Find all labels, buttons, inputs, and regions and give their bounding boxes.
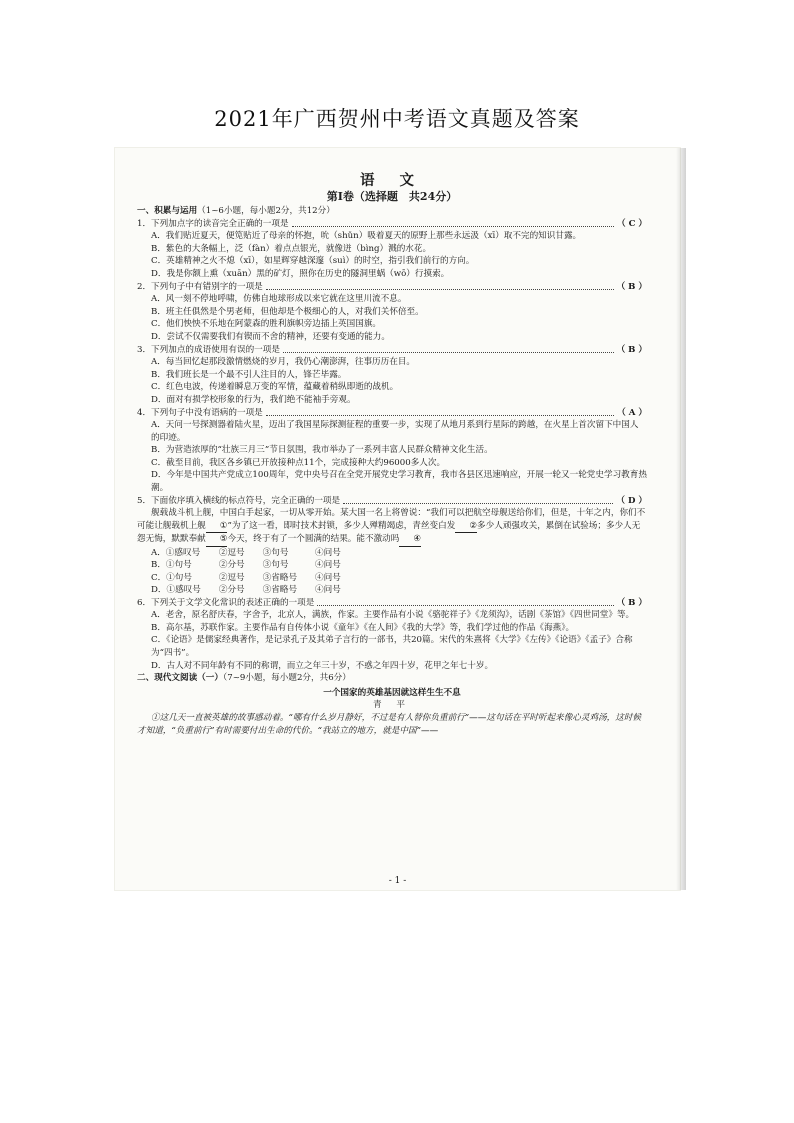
choice-cell: ②逗号 xyxy=(218,548,245,559)
question-text: 2．下列句子中有错别字的一项是 xyxy=(137,281,263,292)
choice-row xyxy=(151,559,359,571)
leader-dots xyxy=(343,503,613,504)
choice-cell: B．①句号 xyxy=(151,560,192,571)
answer-mark: （ B ） xyxy=(616,344,647,355)
option: A．风一刻不停地呼啸，仿佛自地球形成以来它就在这里川流不息。 xyxy=(151,294,407,305)
choice-table xyxy=(151,547,359,597)
question-text: 4．下列句子中没有语病的一项是 xyxy=(137,407,263,418)
passage-part: 舰载战斗机上舰，中国白手起家，一切从零开始。某大国一名上将曾说：“我们可以把航空母舰送给你们，但是，十年之内，你们不可能让舰载机上舰 xyxy=(137,508,646,531)
option: C．他们怏怏不乐地在阿蒙森的胜利旗帜旁边插上英国国旗。 xyxy=(151,319,382,330)
question-3 xyxy=(137,344,647,407)
question-6 xyxy=(137,597,647,673)
choice-row xyxy=(151,547,359,559)
blank: ④ xyxy=(399,533,421,547)
article-title: 一个国家的英雄基因就这样生生不息 xyxy=(323,687,461,698)
option: B．班主任俱然是个男老师，但他却是个极细心的人，对我们关怀倍至。 xyxy=(151,306,424,317)
option: D．我是你额上熏（xuān）黑的矿灯，照你在历史的隧洞里蜗（wō）行摸索。 xyxy=(151,268,450,279)
leader-dots xyxy=(283,352,614,353)
question-stem xyxy=(137,218,647,231)
question-1 xyxy=(137,218,647,281)
choice-cell: ③句号 xyxy=(262,560,289,571)
option: C．红色电波，传递着瞬息万变的军情，蕴藏着稍纵即逝的战机。 xyxy=(151,382,399,393)
option: B．高尔基，苏联作家。主要作品有自传体小说《童年》《在人间》《我的大学》等，我们学过他的作品《海燕》。 xyxy=(151,622,575,633)
option: C．截至目前，我区各乡镇已开放接种点11个，完成接种大约96000多人次。 xyxy=(151,457,446,468)
volume-header: 第Ⅰ卷（选择题 共24分） xyxy=(326,190,458,203)
question-text: 5．下面依序填入横线的标点符号，完全正确的一项是 xyxy=(137,495,341,506)
choice-cell: ④问号 xyxy=(315,548,341,559)
choice-cell: ④问号 xyxy=(315,572,341,583)
choice-cell: ④问号 xyxy=(315,585,341,596)
question-stem xyxy=(137,495,647,508)
question-stem xyxy=(137,597,647,610)
choice-cell: ②逗号 xyxy=(218,572,245,583)
blank: ① xyxy=(206,520,228,534)
option: A．老舍，原名舒庆春，字舍予，北京人，满族，作家。主要作品有小说《骆驼祥子》《龙须沟》，话剧《茶馆》《四世同堂》等。 xyxy=(151,610,635,621)
leader-dots xyxy=(317,605,613,606)
article-paragraph: ①这几天一直被英雄的故事感动着。“哪有什么岁月静好，不过是有人替你负重前行”——这句话在平时听起来像心灵鸡汤，这时候才知道，“负重前行”有时需要付出生命的代价。“我站立的地方，就是中国”—— xyxy=(137,713,642,736)
document-title: 2021年广西贺州中考语文真题及答案 xyxy=(214,107,580,131)
option: D．今年是中国共产党成立100周年，党中央号召在全党开展党史学习教育，我市各县区迅速响应，开展一轮又一轮党史学习教育热潮。 xyxy=(151,470,647,494)
question-2 xyxy=(137,281,647,344)
question-text: 6．下列关于文学文化常识的表述正确的一项是 xyxy=(137,597,315,608)
question-5 xyxy=(137,495,647,597)
choice-cell: ③省略号 xyxy=(262,585,298,596)
scanned-exam-page xyxy=(115,148,680,890)
leader-dots xyxy=(266,289,614,290)
choice-row xyxy=(151,572,359,584)
blank: ⑤ xyxy=(206,533,228,547)
option: B．我们班长是一个最不引人注目的人，锋芒毕露。 xyxy=(151,369,347,380)
question-passage xyxy=(137,507,647,547)
choice-cell: ④问号 xyxy=(315,560,341,571)
option: B．为营造浓厚的“壮族三月三”节日氛围，我市举办了一系列丰富人民群众精神文化生活。 xyxy=(151,445,493,456)
choice-cell: ③省略号 xyxy=(262,572,298,583)
question-stem xyxy=(137,281,647,294)
option: A．我们贴近夏天，便笕贴近了母亲的怀抱，吮（shǔn）吸着夏天的原野上那些永远汲（xī）取不完的知识甘露。 xyxy=(151,231,582,242)
question-stem xyxy=(137,344,647,357)
passage-part: ”为了这一看，即时技术封锁，多少人殚精竭虑，青丝变白发 xyxy=(227,520,456,531)
subject-heading: 语 文 xyxy=(359,172,425,189)
section-heading xyxy=(137,205,647,218)
answer-mark: （ B ） xyxy=(616,597,647,608)
page-number: - 1 - xyxy=(388,876,407,886)
option: A．天问一号探测器着陆火星，迈出了我国星际探测征程的重要一步，实现了从地月系到行星际的跨越，在火星上首次留下中国人的印迹。 xyxy=(151,420,639,443)
question-stem xyxy=(137,407,647,420)
option: D．尝试不仅需要我们有锲而不舍的精神，还要有变通的能力。 xyxy=(151,331,390,342)
section-title: 二、现代文阅读（一） xyxy=(137,673,223,684)
answer-mark: （ D ） xyxy=(616,495,647,506)
choice-cell: ③句号 xyxy=(262,548,289,559)
option: D．面对有损学校形象的行为，我们绝不能袖手旁观。 xyxy=(151,394,356,405)
question-text: 3．下列加点的成语使用有误的一项是 xyxy=(137,344,280,355)
leader-dots xyxy=(292,226,614,227)
question-text: 1．下列加点字的读音完全正确的一项是 xyxy=(137,218,289,229)
section-note: （7~9小题，每小题2分，共6分） xyxy=(222,673,351,684)
exam-content xyxy=(137,172,647,737)
choice-cell: ②分号 xyxy=(218,560,245,571)
choice-cell: C．①句号 xyxy=(151,572,192,583)
answer-mark: （ C ） xyxy=(616,218,647,229)
answer-mark: （ B ） xyxy=(616,281,647,292)
passage-part: 今天，终于有了一个圆满的结果。能不激动吗 xyxy=(227,534,400,545)
article-author: 青 平 xyxy=(373,700,411,711)
option: D．古人对不同年龄有不同的称谓，而立之年三十岁，不惑之年四十岁，花甲之年七十岁。 xyxy=(151,660,494,671)
question-4 xyxy=(137,407,647,495)
choice-cell: ②分号 xyxy=(218,585,245,596)
choice-row xyxy=(151,584,359,596)
section-title: 一、积累与运用 xyxy=(137,206,198,216)
blank: ② xyxy=(455,520,477,534)
option: A．每当回忆起那段激情燃烧的岁月，我仍心潮澎湃，往事历历在目。 xyxy=(151,357,416,368)
option: B．紫色的大条幅上，泛（fàn）着点点银光，就像迸（bìng）溅的水花。 xyxy=(151,243,432,254)
choice-cell: D．①感叹号 xyxy=(151,585,201,596)
answer-mark: （ A ） xyxy=(617,407,647,418)
option: C．英雄精神之火不熄（xī），如星辉穿越深邃（suì）的时空，指引我们前行的方向。 xyxy=(151,256,475,267)
section-note: （1~6小题，每小题2分，共12分） xyxy=(197,206,335,216)
section-heading xyxy=(137,672,647,685)
option: C．《论语》是儒家经典著作，是记录孔子及其弟子言行的一部书，共20篇。宋代的朱熹将《大学》《左传》《论语》《孟子》合称为“四书”。 xyxy=(151,635,633,659)
choice-cell: A．①感叹号 xyxy=(151,548,201,559)
passage-part: 多少人顽强攻关，累倒在试验场；多少人无怨无悔，默默奉献 xyxy=(137,520,641,545)
leader-dots xyxy=(266,415,614,416)
